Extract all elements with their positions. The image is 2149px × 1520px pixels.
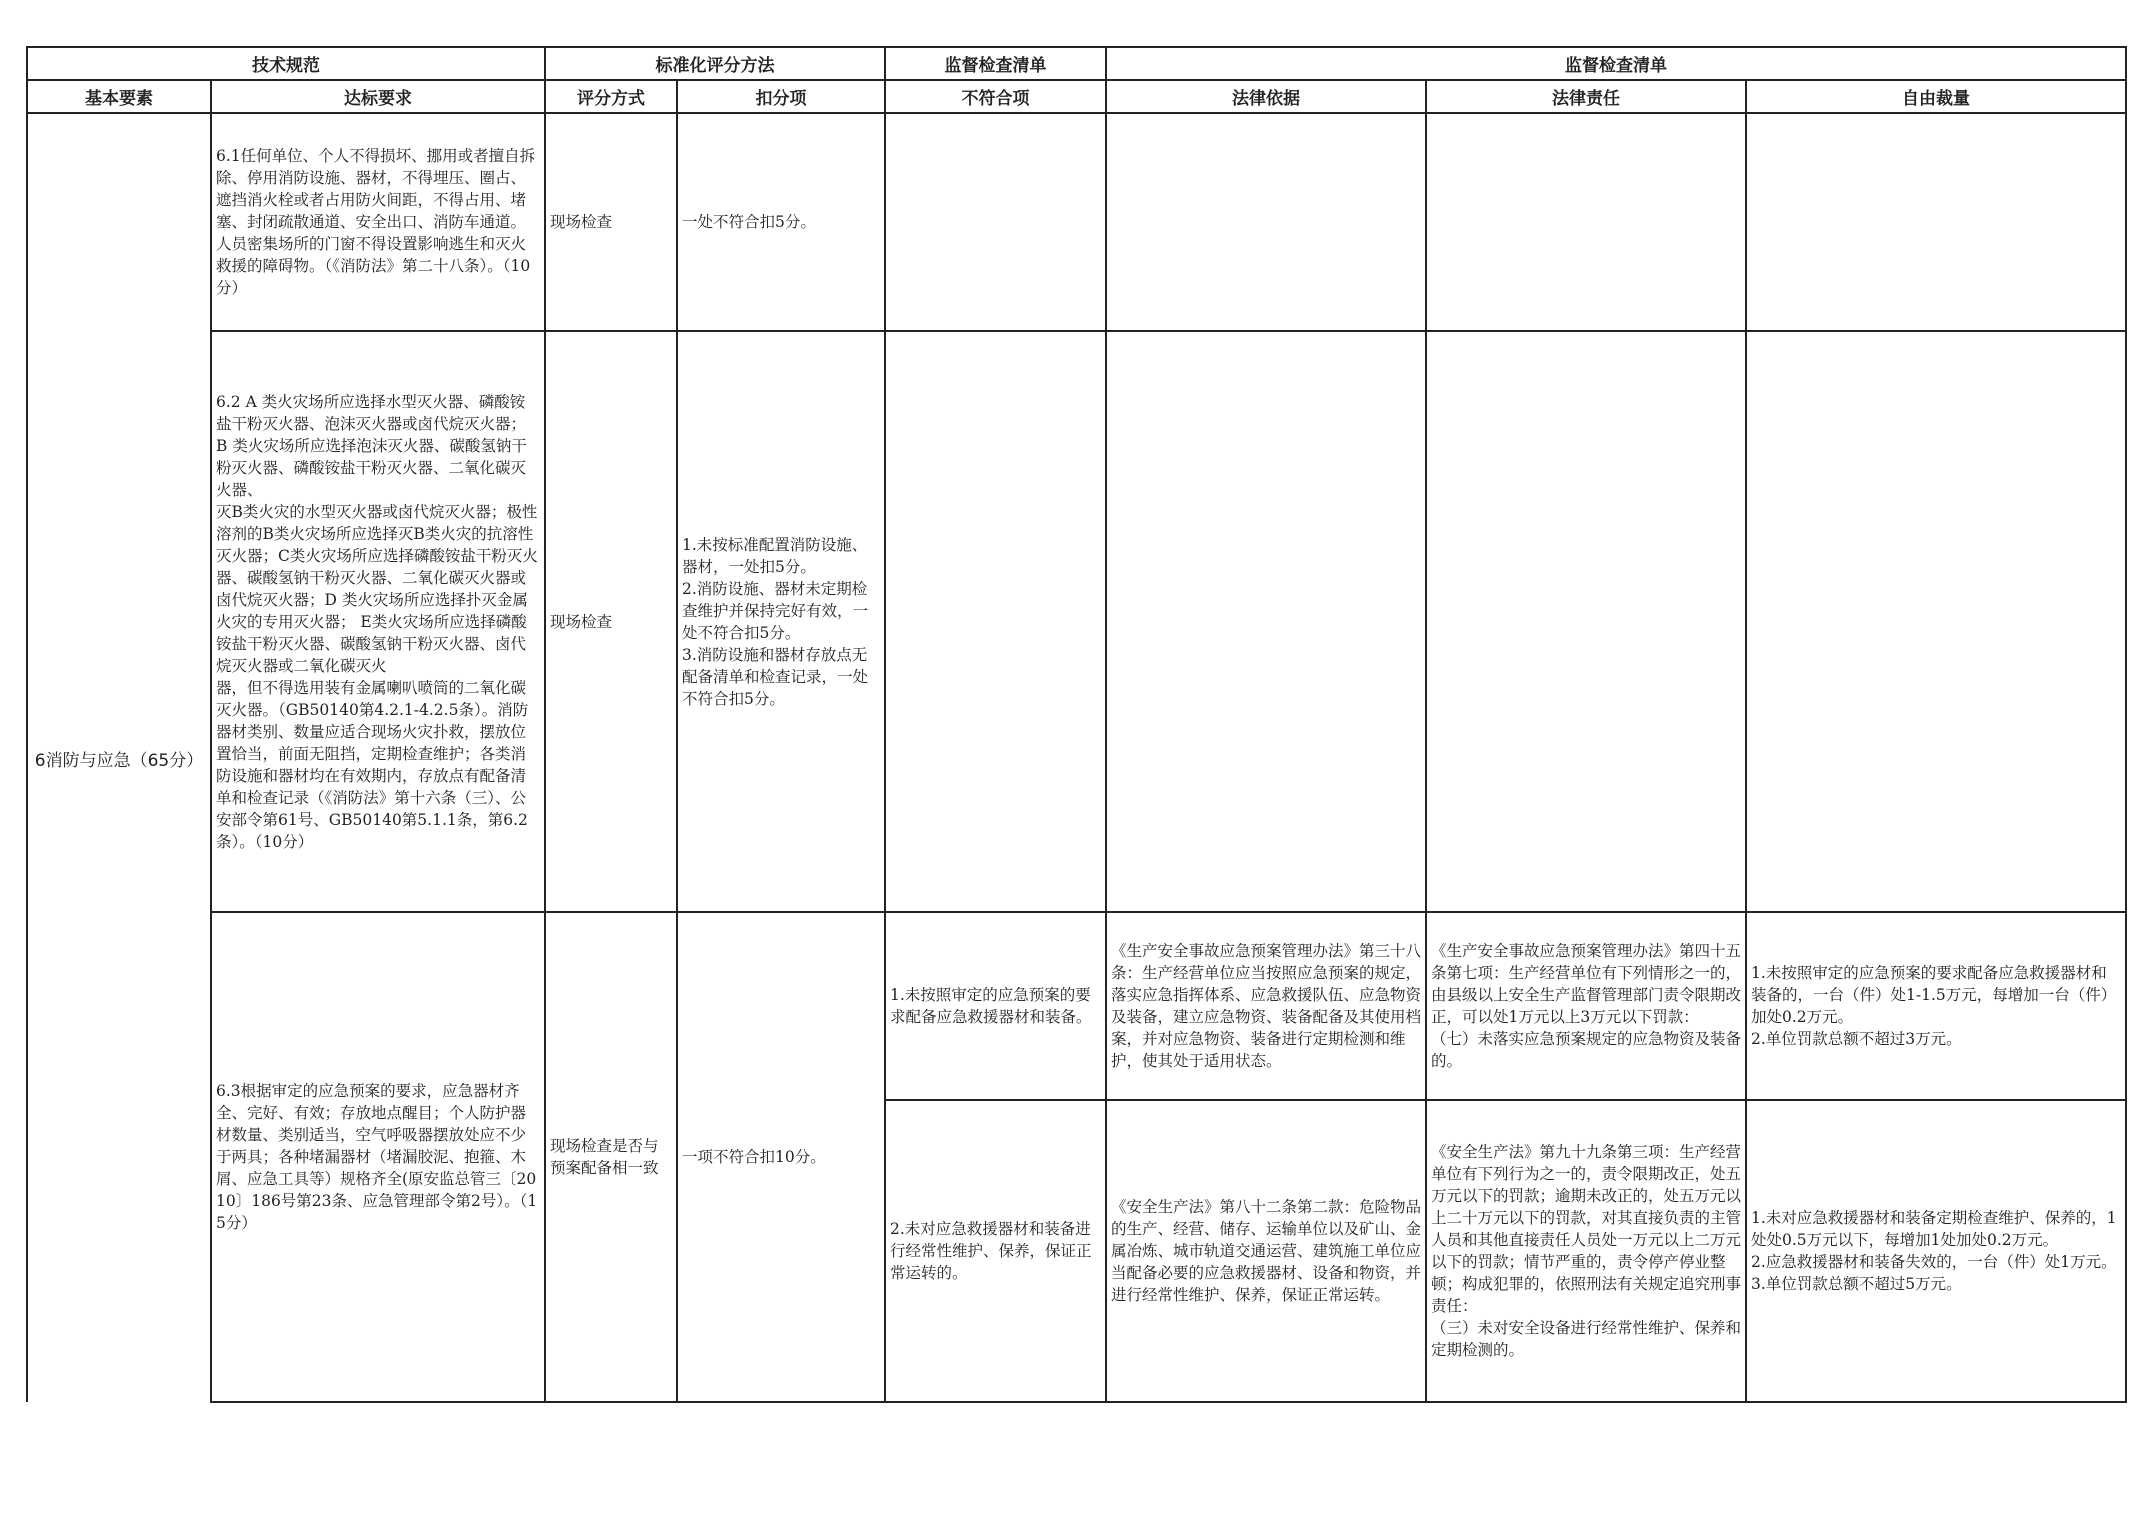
legal-basis-cell: 《生产安全事故应急预案管理办法》第三十八条：生产经营单位应当按照应急预案的规定，落实应急指挥体系、应急救援队伍、应急物资及装备，建立应急物资、装备配备及其使用档案，并对应急物资、装备进行定期检测和维护，使其处于适用状态。: [1106, 912, 1426, 1100]
header-legal-basis: 法律依据: [1106, 80, 1426, 113]
legal-liability-cell: 《生产安全事故应急预案管理办法》第四十五条第七项：生产经营单位有下列情形之一的，由县级以上安全生产监督管理部门责令限期改正，可以处1万元以上3万元以下罚款： （七）未落实应急预案规定的应急物资及装备的。: [1426, 912, 1746, 1100]
discretion-cell: 1.未对应急救援器材和装备定期检查维护、保养的，1处处0.5万元以下，每增加1处加处0.2万元。 2.应急救援器材和装备失效的，一台（件）处1万元。 3.单位罚款总额不超过5万元。: [1746, 1100, 2126, 1402]
table-row: [27, 331, 2126, 912]
legal-basis-cell: [1106, 113, 1426, 331]
method-cell: 现场检查是否与预案配备相一致: [545, 912, 677, 1402]
method-cell: 现场检查: [545, 113, 677, 331]
legal-liability-cell: [1426, 113, 1746, 331]
legal-basis-cell: [1106, 331, 1426, 912]
deduction-cell: 一处不符合扣5分。: [677, 113, 885, 331]
requirement-cell: 6.2 A 类火灾场所应选择水型灭火器、磷酸铵盐干粉灭火器、泡沫灭火器或卤代烷灭火器； B 类火灾场所应选择泡沫灭火器、碳酸氢钠干粉灭火器、磷酸铵盐干粉灭火器、二氧化碳灭火器、 灭B类火灾的水型灭火器或卤代烷灭火器；极性溶剂的B类火灾场所应选择灭B类火灾的抗溶性灭火器；C类火灾场所应选择磷酸铵盐干粉灭火器、碳酸氢钠干粉灭火器、二氧化碳灭火器或卤代烷灭火器；D 类火灾场所应选择扑灭金属火灾的专用灭火器； E类火灾场所应选择磷酸铵盐干粉灭火器、碳酸氢钠干粉灭火器、卤代烷灭火器或二氧化碳灭火 器，但不得选用装有金属喇叭喷筒的二氧化碳灭火器。（GB50140第4.2.1-4.2.5条）。消防器材类别、数量应适合现场火灾扑救，摆放位置恰当，前面无阻挡，定期检查维护；各类消防设施和器材均在有效期内，存放点有配备清单和检查记录（《消防法》第十六条（三）、公安部令第61号、GB50140第5.1.1条，第6.2条）。（10分）: [211, 331, 545, 912]
legal-liability-cell: [1426, 331, 1746, 912]
header-checklist-1: 监督检查清单: [885, 47, 1106, 80]
legal-basis-cell: 《安全生产法》第八十二条第二款：危险物品的生产、经营、储存、运输单位以及矿山、金属冶炼、城市轨道交通运营、建筑施工单位应当配备必要的应急救援器材、设备和物资，并进行经常性维护、保养，保证正常运转。: [1106, 1100, 1426, 1402]
column-header-row: [27, 80, 2126, 113]
nonconformity-cell: 1.未按照审定的应急预案的要求配备应急救援器材和装备。: [885, 912, 1106, 1100]
nonconformity-cell: 2.未对应急救援器材和装备进行经常性维护、保养，保证正常运转的。: [885, 1100, 1106, 1402]
header-method: 评分方式: [545, 80, 677, 113]
basic-element-cell: 6消防与应急（65分）: [27, 113, 211, 1402]
header-basic-element: 基本要素: [27, 80, 211, 113]
discretion-cell: 1.未按照审定的应急预案的要求配备应急救援器材和装备的，一台（件）处1-1.5万元，每增加一台（件）加处0.2万元。 2.单位罚款总额不超过3万元。: [1746, 912, 2126, 1100]
requirement-cell: 6.1任何单位、个人不得损坏、挪用或者擅自拆除、停用消防设施、器材，不得埋压、圈占、遮挡消火栓或者占用防火间距，不得占用、堵塞、封闭疏散通道、安全出口、消防车通道。人员密集场所的门窗不得设置影响逃生和灭火救援的障碍物。（《消防法》第二十八条）。（10分）: [211, 113, 545, 331]
requirement-cell: 6.3根据审定的应急预案的要求，应急器材齐全、完好、有效；存放地点醒目；个人防护器材数量、类别适当，空气呼吸器摆放处应不少于两具；各种堵漏器材（堵漏胶泥、抱箍、木屑、应急工具等）规格齐全(原安监总管三〔2010〕186号第23条、应急管理部令第2号）。（15分）: [211, 912, 545, 1402]
nonconformity-cell: [885, 113, 1106, 331]
table-row: [27, 912, 2126, 1100]
deduction-cell: 一项不符合扣10分。: [677, 912, 885, 1402]
header-legal-liability: 法律责任: [1426, 80, 1746, 113]
header-requirement: 达标要求: [211, 80, 545, 113]
table-row: [27, 113, 2126, 331]
header-scoring-method: 标准化评分方法: [545, 47, 885, 80]
header-nonconformity: 不符合项: [885, 80, 1106, 113]
header-deduction: 扣分项: [677, 80, 885, 113]
nonconformity-cell: [885, 331, 1106, 912]
discretion-cell: [1746, 331, 2126, 912]
deduction-cell: 1.未按标准配置消防设施、器材，一处扣5分。 2.消防设施、器材未定期检查维护并保持完好有效，一处不符合扣5分。 3.消防设施和器材存放点无配备清单和检查记录，一处不符合扣5分。: [677, 331, 885, 912]
header-checklist-2: 监督检查清单: [1106, 47, 2126, 80]
inspection-table: [26, 46, 2127, 1403]
header-discretion: 自由裁量: [1746, 80, 2126, 113]
legal-liability-cell: 《安全生产法》第九十九条第三项：生产经营单位有下列行为之一的，责令限期改正，处五万元以下的罚款；逾期未改正的，处五万元以上二十万元以下的罚款，对其直接负责的主管人员和其他直接责任人员处一万元以上二万元以下的罚款；情节严重的，责令停产停业整顿；构成犯罪的，依照刑法有关规定追究刑事责任： （三）未对安全设备进行经常性维护、保养和定期检测的。: [1426, 1100, 1746, 1402]
method-cell: 现场检查: [545, 331, 677, 912]
header-tech-spec: 技术规范: [27, 47, 545, 80]
discretion-cell: [1746, 113, 2126, 331]
group-header-row: [27, 47, 2126, 80]
